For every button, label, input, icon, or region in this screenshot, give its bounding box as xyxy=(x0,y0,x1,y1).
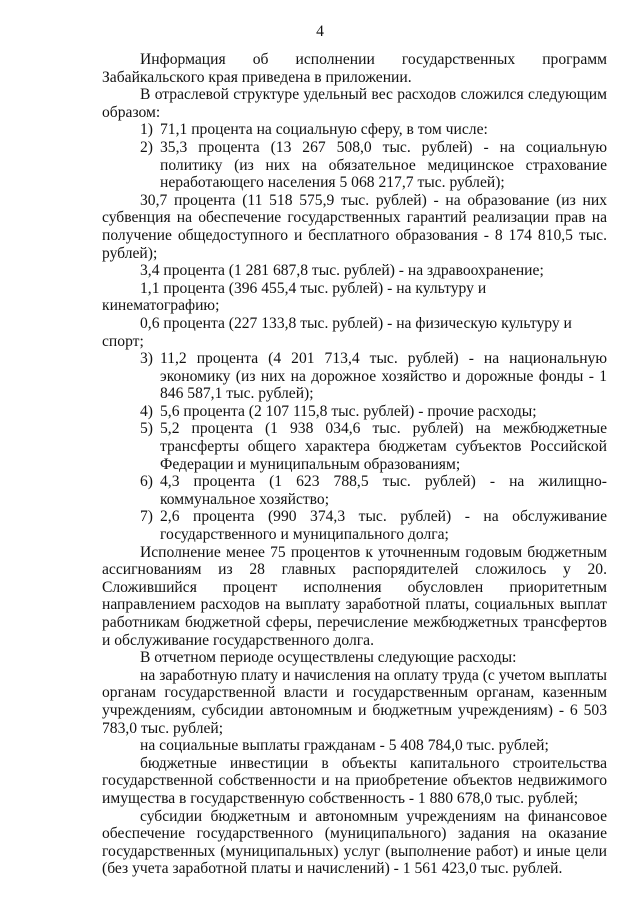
paragraph-salary-expenses: на заработную плату и начисления на оплату труда (с учетом выплаты органам государственной власти и государственным органам, казенным учреждениям, субсидии автономным и бюджетным учреждениям) - 6 503 783,0 тыс. рублей; xyxy=(102,666,607,737)
list-item-text: 11,2 процента (4 201 713,4 тыс. рублей) - на национальную экономику (из них на дорожное хозяйство и дорожные фонды - 1 846 587,1 тыс. рублей); xyxy=(160,350,607,403)
list-item-text: 35,3 процента (13 267 508,0 тыс. рублей) - на социальную политику (из них на обязательное медицинское страхование неработающего населения 5 068 217,7 тыс. рублей); xyxy=(160,138,607,192)
page-number: 4 xyxy=(316,23,324,40)
paragraph-execution-rate: Исполнение менее 75 процентов к уточненным годовым бюджетным ассигнованиям из 28 главных распорядителей сложилось у 20. Сложившийся процент исполнения обусловлен приоритетным направлением расходов на выплату заработной платы, социальных выплат работникам бюджетной сферы, перечисление межбюджетных трансфертов и обслуживание государственного долга. xyxy=(102,543,607,649)
list-item-text: 71,1 процента на социальную сферу, в том числе: xyxy=(160,121,488,139)
list-item-text: 5,6 процента (2 107 115,8 тыс. рублей) - прочие расходы; xyxy=(160,402,537,420)
paragraph-institution-subsidies: субсидии бюджетным и автономным учреждениям на финансовое обеспечение государственного (муниципального) задания на оказание государственных (муниципальных) услуг (выполнение работ) и иные цели (без учета заработной платы и начислений) - 1 561 423,0 тыс. рублей. xyxy=(102,807,607,878)
list-item xyxy=(102,420,607,473)
list-item xyxy=(102,121,607,139)
list-item xyxy=(102,508,607,543)
list-subitem-sport: 0,6 процента (227 133,8 тыс. рублей) - на физическую культуру и спорт; xyxy=(102,314,572,350)
paragraph-capital-investments: бюджетные инвестиции в объекты капитального строительства государственной собственности и на приобретение объектов недвижимого имущества в государственную собственность - 1 880 678,0 тыс. рублей; xyxy=(102,754,607,807)
list-item xyxy=(102,473,607,508)
document-body xyxy=(102,51,607,878)
list-item-number: 4) xyxy=(140,402,153,420)
list-item-number: 1) xyxy=(140,121,153,139)
list-subitem-health: 3,4 процента (1 281 687,8 тыс. рублей) - на здравоохранение; xyxy=(140,262,544,280)
list-item-number: 7) xyxy=(140,508,153,526)
paragraph-social-payments: на социальные выплаты гражданам - 5 408 784,0 тыс. рублей; xyxy=(140,737,549,755)
list-subitem-education: 30,7 процента (11 518 575,9 тыс. рублей) - на образование (из них субвенция на обеспечение государственных гарантий реализации прав на получение общедоступного и бесплатного образования - 8 174 810,5 тыс. рублей); xyxy=(102,191,607,262)
paragraph-structure-intro: В отраслевой структуре удельный вес расходов сложился следующим образом: xyxy=(102,86,607,121)
list-item xyxy=(102,350,607,403)
list-item-text: 5,2 процента (1 938 034,6 тыс. рублей) на межбюджетные трансферты общего характера бюджетам субъектов Российской Федерации и муниципальным образованиям; xyxy=(160,420,607,473)
list-item-number: 2) xyxy=(140,138,153,156)
paragraph-programs-info: Информация об исполнении государственных программ Забайкальского края приведена в приложении. xyxy=(102,51,607,86)
list-subitem-culture: 1,1 процента (396 455,4 тыс. рублей) - на культуру и кинематографию; xyxy=(102,279,487,315)
list-item xyxy=(102,139,607,192)
list-item-number: 3) xyxy=(140,350,153,368)
list-item-number: 5) xyxy=(140,420,153,438)
paragraph-expenses-intro: В отчетном периоде осуществлены следующие расходы: xyxy=(140,649,517,667)
list-item xyxy=(102,403,607,421)
list-item-text: 2,6 процента (990 374,3 тыс. рублей) - на обслуживание государственного и муниципального долга; xyxy=(160,508,607,544)
list-item-number: 6) xyxy=(140,473,153,491)
list-item-text: 4,3 процента (1 623 788,5 тыс. рублей) - на жилищно-коммунальное хозяйство; xyxy=(160,473,607,508)
